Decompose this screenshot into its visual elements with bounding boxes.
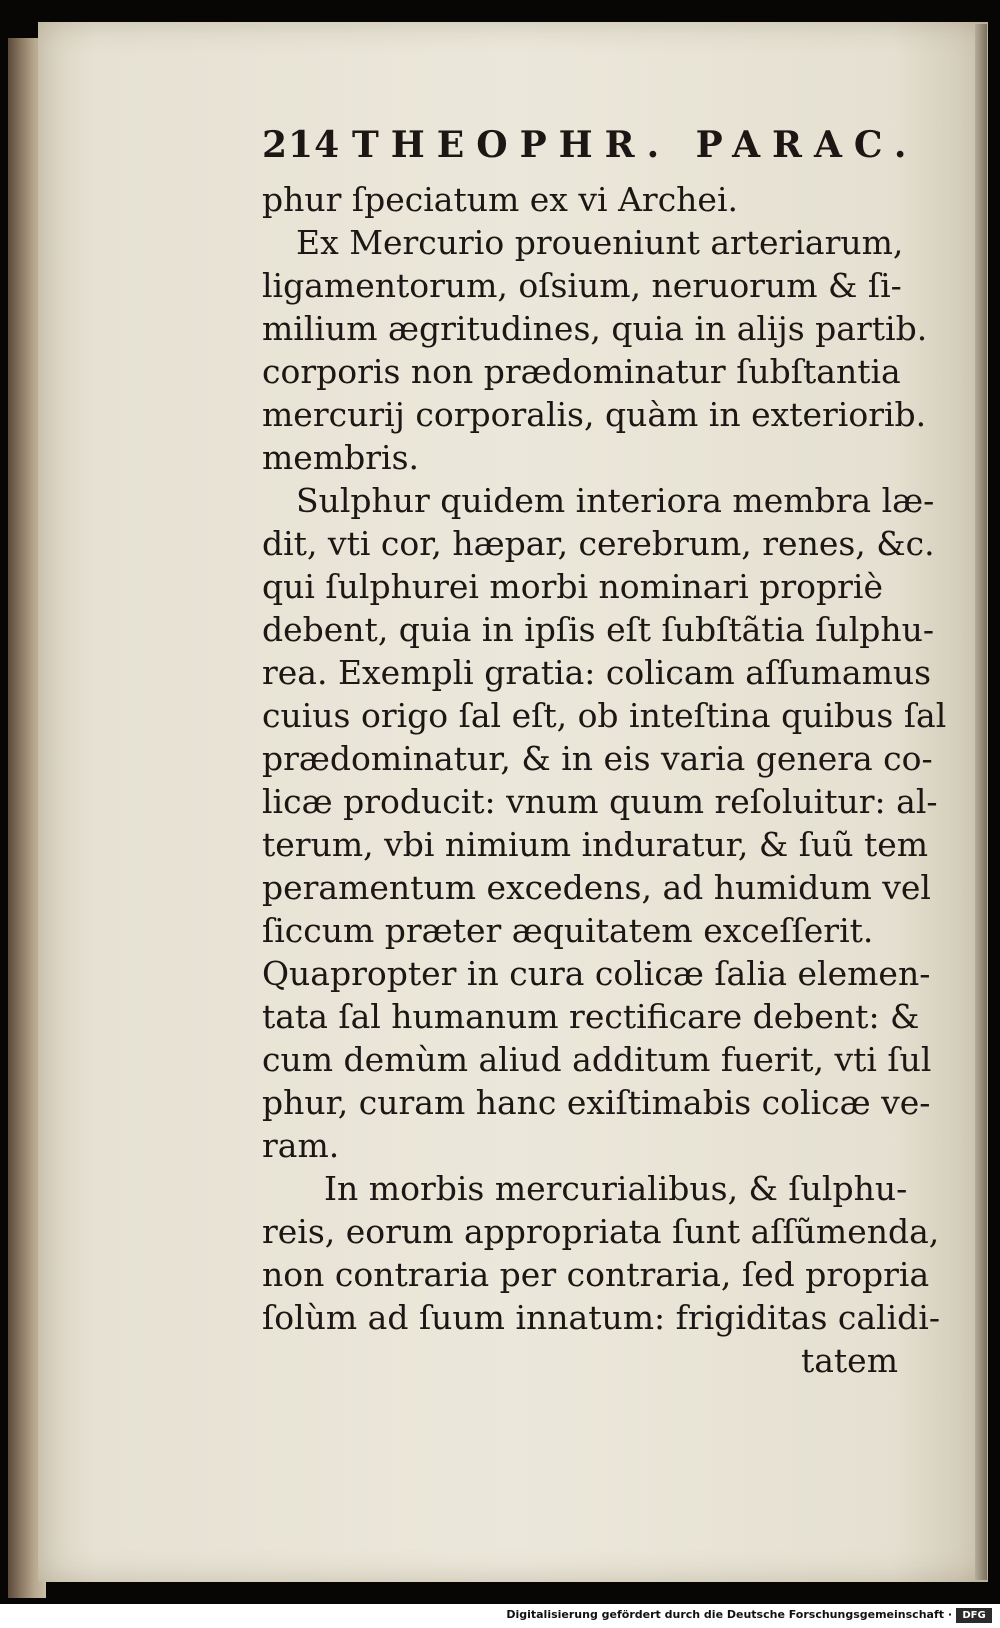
text-line: Ex Mercurio proueniunt arteriarum, [296,223,904,262]
text-line: membris. [262,438,419,477]
text-line: phur, curam hanc exiſtimabis colicæ ve- [262,1083,931,1122]
text-line: qui ſulphurei morbi nominari propriè [262,567,883,606]
text-line: In morbis mercurialibus, & ſulphu- [324,1169,908,1208]
body-text [262,178,947,1382]
text-line: ram. [262,1126,340,1165]
text-line: prædominatur, & in eis varia genera co- [262,739,933,778]
catchword: tatem [800,1341,898,1380]
text-line: ſolùm ad ſuum innatum: frigiditas calidi- [262,1298,940,1337]
running-head [262,124,919,170]
text-line: rea. Exempli gratia: colicam aſſumamus [262,653,932,692]
text-line: ſiccum præter æquitatem exceſſerit. [262,911,874,950]
text-line: terum, vbi nimium induratur, & ſuũ tem [262,825,929,864]
text-line: cuius origo ſal eſt, ob inteſtina quibus ſal [262,696,947,735]
text-line: cum demùm aliud additum fuerit, vti ſul [262,1040,932,1079]
dfg-logo: DFG [956,1608,992,1623]
text-line: milium ægritudines, quia in alijs partib. [262,309,928,348]
text-line: dit, vti cor, hæpar, cerebrum, renes, &c. [262,524,935,563]
page-gutter [975,24,987,1580]
text-line: licæ producit: vnum quum reſoluitur: al- [262,782,938,821]
text-line: non contraria per contraria, ſed propria [262,1255,930,1294]
text-line: phur ſpeciatum ex vi Archei. [262,180,739,219]
funding-credit: Digitalisierung gefördert durch die Deutsche Forschungsgemeinschaft · [506,1608,952,1621]
text-line: corporis non prædominatur ſubſtantia [262,352,901,391]
text-line: Quapropter in cura colicæ ſalia elemen- [262,954,931,993]
text-line: peramentum excedens, ad humidum vel [262,868,931,907]
text-line: reis, eorum appropriata ſunt aſſũmenda, [262,1212,940,1251]
text-line: tata ſal humanum rectificare debent: & [262,997,920,1036]
text-line: Sulphur quidem interiora membra læ- [296,481,935,520]
text-line: ligamentorum, oſsium, neruorum & ſi- [262,266,902,305]
running-head-author: THEOPHR. PARAC. [352,124,919,166]
page-number: 214 [262,124,341,166]
text-line: debent, quia in ipſis eſt ſubſtãtia ſulphu- [262,610,935,649]
text-line: mercurij corporalis, quàm in exteriorib. [262,395,927,434]
